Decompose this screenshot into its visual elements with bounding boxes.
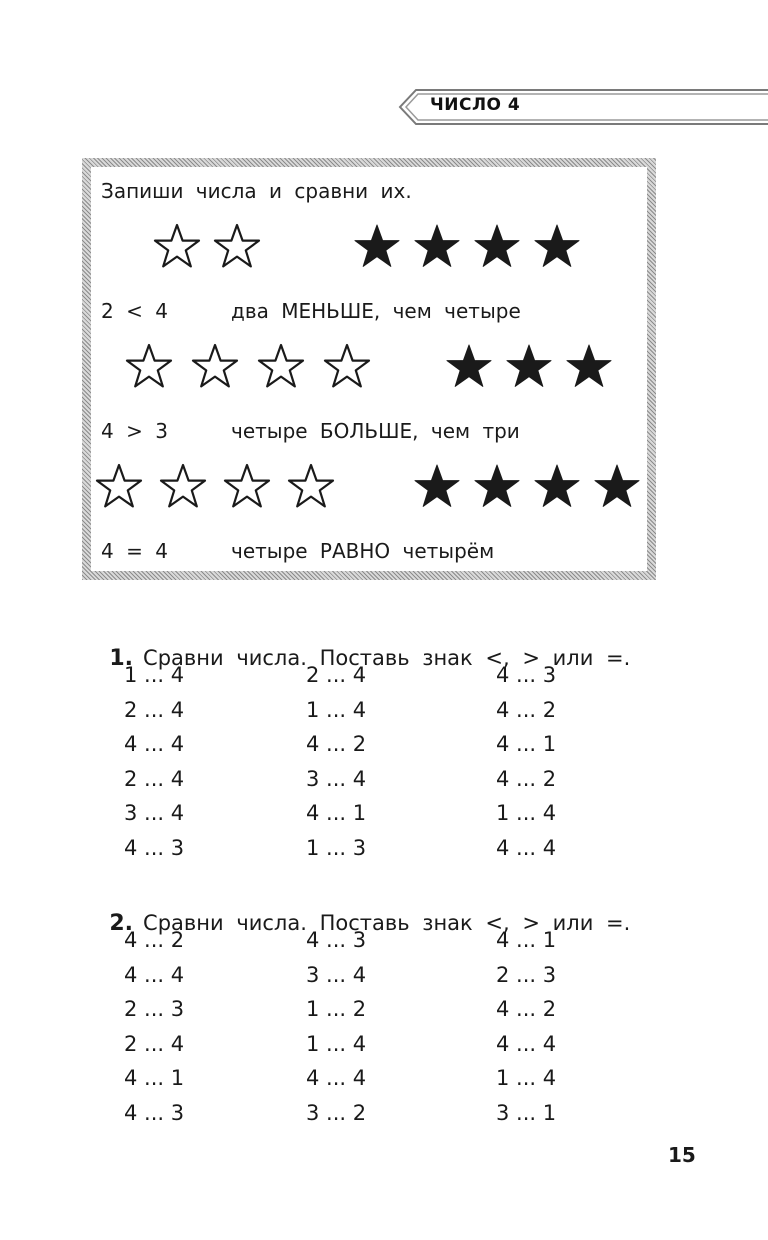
star-outline-icon [125, 343, 173, 389]
comparison-item: 4 ... 3 [124, 836, 185, 860]
comparison-item: 4 ... 4 [306, 1066, 367, 1090]
page-number: 15 [668, 1143, 696, 1167]
star-filled-icon [473, 463, 521, 509]
exercise-1-number: 1. [109, 646, 134, 671]
star-filled-icon [593, 463, 641, 509]
comparison-item: 4 ... 4 [496, 836, 557, 860]
star-filled-icon [353, 223, 401, 269]
comparison-item: 3 ... 4 [124, 801, 185, 825]
star-outline-icon [287, 463, 335, 509]
hollow-stars-row-1 [153, 223, 261, 269]
comparison-item: 4 ... 4 [124, 732, 185, 756]
comparison-item: 3 ... 4 [306, 767, 367, 791]
comparison-item: 4 ... 2 [496, 767, 557, 791]
comparison-item: 4 ... 2 [124, 928, 185, 952]
rules-instruction: Запиши числа и сравни их. [101, 179, 412, 203]
comparison-item: 4 ... 2 [496, 997, 557, 1021]
comparison-item: 4 ... 3 [124, 1101, 185, 1125]
rules-expression-1: 2 < 4 [101, 299, 168, 323]
comparison-item: 3 ... 4 [306, 963, 367, 987]
star-outline-icon [153, 223, 201, 269]
comparison-item: 4 ... 3 [306, 928, 367, 952]
star-outline-icon [95, 463, 143, 509]
filled-stars-row-1 [353, 223, 581, 269]
comparison-item: 3 ... 1 [496, 1101, 557, 1125]
chapter-tab [398, 89, 768, 125]
star-filled-icon [533, 223, 581, 269]
rules-phrase-1: два МЕНЬШЕ, чем четыре [231, 299, 521, 323]
comparison-item: 1 ... 3 [306, 836, 367, 860]
rules-expression-2: 4 > 3 [101, 419, 168, 443]
hollow-stars-row-2 [125, 343, 371, 389]
star-filled-icon [565, 343, 613, 389]
comparison-item: 3 ... 2 [306, 1101, 367, 1125]
star-filled-icon [473, 223, 521, 269]
comparison-item: 4 ... 4 [496, 1032, 557, 1056]
star-filled-icon [413, 463, 461, 509]
comparison-item: 1 ... 4 [496, 1066, 557, 1090]
comparison-item: 4 ... 2 [496, 698, 557, 722]
star-outline-icon [159, 463, 207, 509]
star-outline-icon [213, 223, 261, 269]
hollow-stars-row-3 [95, 463, 335, 509]
comparison-item: 4 ... 1 [496, 928, 557, 952]
comparison-item: 4 ... 1 [124, 1066, 185, 1090]
comparison-item: 4 ... 2 [306, 732, 367, 756]
comparison-item: 2 ... 4 [124, 1032, 185, 1056]
star-filled-icon [413, 223, 461, 269]
star-outline-icon [191, 343, 239, 389]
comparison-item: 2 ... 4 [124, 698, 185, 722]
comparison-item: 2 ... 4 [306, 663, 367, 687]
exercise-2-number: 2. [109, 911, 134, 936]
star-outline-icon [323, 343, 371, 389]
filled-stars-row-3 [413, 463, 641, 509]
exercise-1-text: Сравни числа. Поставь знак <, > или =. [143, 646, 631, 670]
comparison-item: 1 ... 4 [306, 1032, 367, 1056]
rules-phrase-3: четыре РАВНО четырём [231, 539, 495, 563]
exercise-2-text: Сравни числа. Поставь знак <, > или =. [143, 911, 631, 935]
comparison-item: 1 ... 4 [306, 698, 367, 722]
comparison-item: 2 ... 3 [496, 963, 557, 987]
comparison-item: 1 ... 4 [124, 663, 185, 687]
rules-expression-3: 4 = 4 [101, 539, 168, 563]
comparison-item: 4 ... 1 [306, 801, 367, 825]
star-filled-icon [505, 343, 553, 389]
filled-stars-row-2 [445, 343, 613, 389]
star-outline-icon [257, 343, 305, 389]
comparison-item: 1 ... 4 [496, 801, 557, 825]
rules-box [82, 158, 656, 580]
star-filled-icon [445, 343, 493, 389]
comparison-item: 2 ... 4 [124, 767, 185, 791]
star-filled-icon [533, 463, 581, 509]
star-outline-icon [223, 463, 271, 509]
comparison-item: 4 ... 1 [496, 732, 557, 756]
rules-phrase-2: четыре БОЛЬШЕ, чем три [231, 419, 520, 443]
chapter-title: ЧИСЛО 4 [430, 95, 521, 115]
comparison-item: 1 ... 2 [306, 997, 367, 1021]
comparison-item: 2 ... 3 [124, 997, 185, 1021]
comparison-item: 4 ... 3 [496, 663, 557, 687]
comparison-item: 4 ... 4 [124, 963, 185, 987]
